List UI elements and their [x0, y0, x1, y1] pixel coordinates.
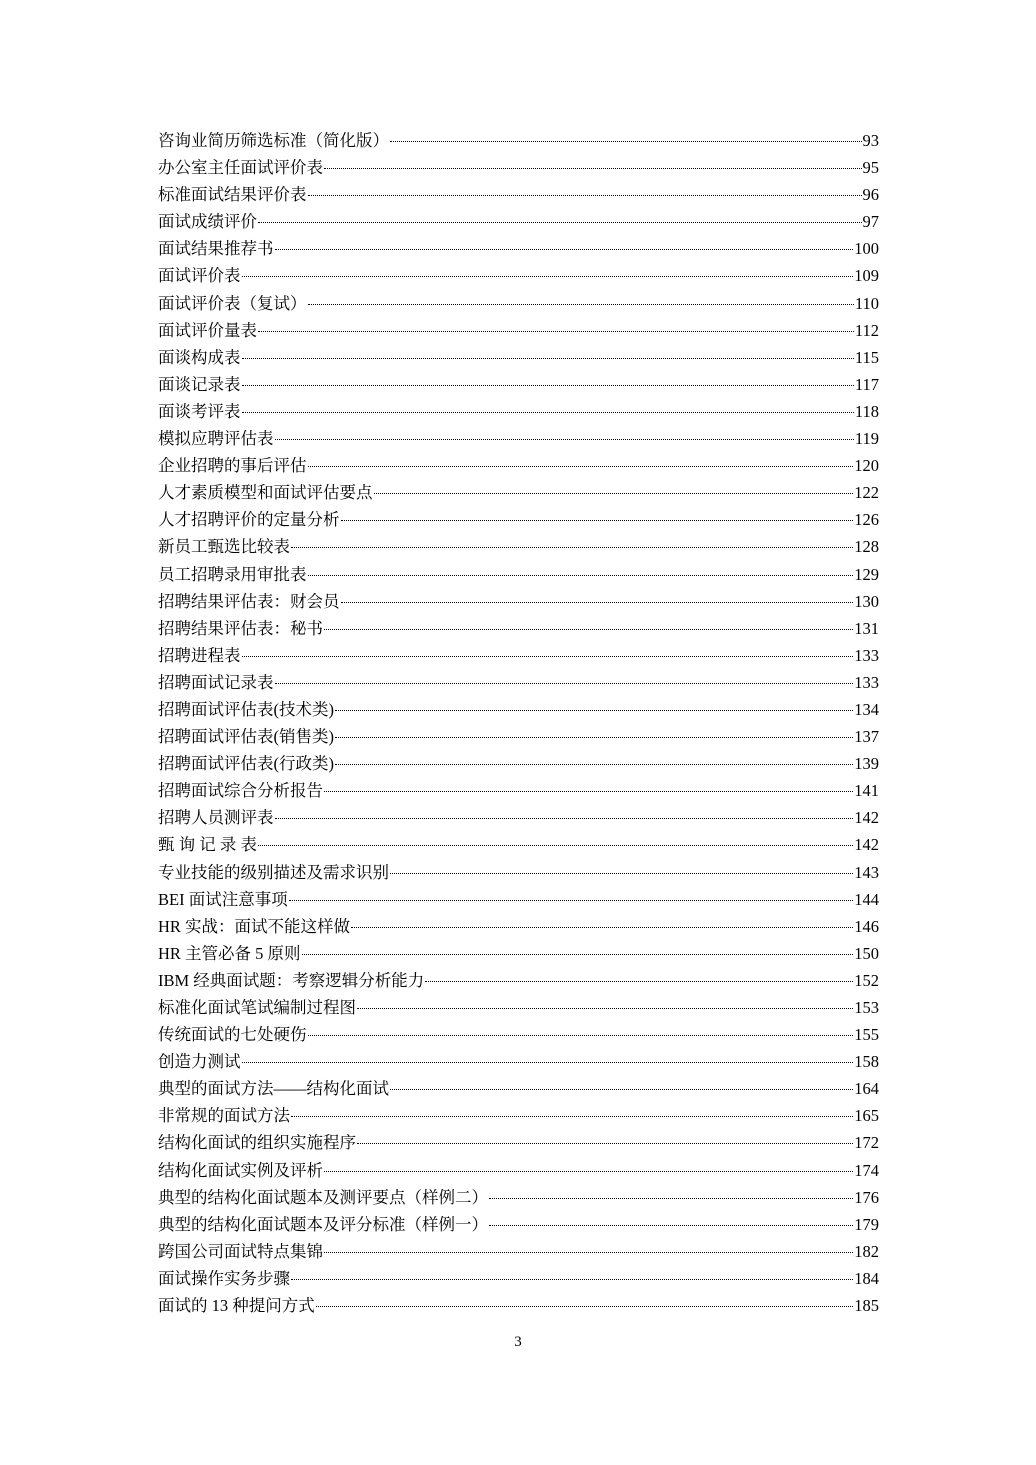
toc-entry[interactable]	[158, 1102, 879, 1129]
toc-entry[interactable]	[158, 669, 879, 696]
toc-entry[interactable]	[158, 1021, 879, 1048]
toc-entry-title: 员工招聘录用审批表	[158, 564, 307, 584]
toc-entry[interactable]	[158, 1265, 879, 1292]
toc-entry-title: 招聘进程表	[158, 645, 241, 665]
dot-leader	[335, 764, 853, 765]
toc-entry-page: 137	[854, 727, 879, 747]
toc-entry-title: 面试成绩评价	[158, 212, 257, 232]
toc-entry-title: 模拟应聘评估表	[158, 429, 274, 449]
page-number: 3	[514, 1334, 522, 1350]
toc-entry[interactable]	[158, 1048, 879, 1075]
toc-entry-title: 面试操作实务步骤	[158, 1268, 290, 1288]
dot-leader	[341, 602, 854, 603]
toc-entry-title: 甄 询 记 录 表	[158, 835, 257, 855]
toc-entry-page: 119	[854, 429, 879, 449]
toc-entry-page: 172	[854, 1133, 879, 1153]
toc-entry-page: 110	[854, 293, 879, 313]
toc-entry-page: 122	[854, 483, 879, 503]
dot-leader	[357, 1143, 853, 1144]
toc-entry[interactable]	[158, 696, 879, 723]
toc-entry[interactable]	[158, 452, 879, 479]
toc-entry-page: 174	[854, 1160, 879, 1180]
toc-entry-page: 142	[854, 835, 879, 855]
toc-entry-page: 134	[854, 699, 879, 719]
toc-entry[interactable]	[158, 1211, 879, 1238]
toc-entry[interactable]	[158, 561, 879, 588]
toc-entry-title: 招聘面试评估表(行政类)	[158, 754, 334, 774]
toc-entry[interactable]	[158, 235, 879, 262]
toc-entry-page: 146	[854, 916, 879, 936]
toc-entry-title: 专业技能的级别描述及需求识别	[158, 862, 389, 882]
toc-entry-title: 招聘面试评估表(销售类)	[158, 727, 334, 747]
toc-entry-page: 153	[854, 998, 879, 1017]
toc-entry-title: 面谈考评表	[158, 401, 241, 421]
dot-leader	[302, 954, 854, 955]
toc-entry[interactable]	[158, 1238, 879, 1265]
toc-entry-title: 非常规的面试方法	[158, 1106, 290, 1126]
dot-leader	[289, 900, 854, 901]
toc-entry[interactable]	[158, 290, 879, 317]
toc-entry-page: 131	[854, 618, 879, 638]
dot-leader	[275, 439, 854, 440]
dot-leader	[291, 547, 853, 548]
toc-entry-page: 112	[854, 320, 879, 340]
toc-entry[interactable]	[158, 425, 879, 452]
dot-leader	[242, 656, 854, 657]
toc-entry-title: 传统面试的七处硬伤	[158, 1025, 307, 1045]
dot-leader	[489, 1198, 853, 1199]
toc-entry[interactable]	[158, 994, 879, 1021]
dot-leader	[258, 845, 853, 846]
toc-entry-title: 面试的 13 种提问方式	[158, 1296, 315, 1316]
toc-entry-title: 办公室主任面试评价表	[158, 158, 323, 178]
toc-entry[interactable]	[158, 479, 879, 506]
toc-entry-title: 标准化面试笔试编制过程图	[158, 998, 356, 1017]
toc-entry[interactable]	[158, 967, 879, 994]
dot-leader	[291, 1279, 853, 1280]
toc-entry-page: 142	[854, 808, 879, 828]
toc-entry-page: 128	[854, 537, 879, 557]
dot-leader	[242, 412, 854, 413]
toc-entry[interactable]	[158, 208, 879, 235]
dot-leader	[242, 276, 854, 277]
dot-leader	[316, 1306, 854, 1307]
toc-entry-page: 141	[854, 781, 879, 801]
dot-leader	[341, 520, 854, 521]
toc-entry-page: 95	[862, 158, 879, 178]
toc-entry[interactable]	[158, 723, 879, 750]
toc-entry[interactable]	[158, 1184, 879, 1211]
toc-entry[interactable]	[158, 1075, 879, 1102]
toc-entry-title: 招聘结果评估表：秘书	[158, 618, 323, 638]
toc-entry[interactable]	[158, 615, 879, 642]
dot-leader	[324, 791, 853, 792]
toc-entry[interactable]	[158, 127, 879, 154]
toc-entry-title: HR 主管必备 5 原则	[158, 943, 301, 963]
dot-leader	[489, 1225, 853, 1226]
toc-entry-title: 招聘人员测评表	[158, 808, 274, 828]
toc-entry[interactable]	[158, 398, 879, 425]
toc-entry-title: 跨国公司面试特点集锦	[158, 1241, 323, 1261]
toc-entry-page: 150	[854, 943, 879, 963]
toc-entry-title: 企业招聘的事后评估	[158, 456, 307, 476]
toc-entry-page: 133	[854, 645, 879, 665]
toc-entry[interactable]	[158, 533, 879, 560]
dot-leader	[390, 873, 853, 874]
toc-entry-page: 139	[854, 754, 879, 774]
dot-leader	[357, 1008, 853, 1009]
toc-entry[interactable]	[158, 588, 879, 615]
toc-entry-title: IBM 经典面试题：考察逻辑分析能力	[158, 970, 425, 990]
toc-entry-page: 93	[862, 131, 879, 150]
toc-entry-title: 面试评价量表	[158, 320, 257, 340]
dot-leader	[308, 466, 854, 467]
toc-entry-title: 面谈记录表	[158, 374, 241, 394]
toc-entry-title: HR 实战：面试不能这样做	[158, 916, 351, 936]
toc-entry-title: 典型的面试方法——结构化面试	[158, 1079, 389, 1099]
toc-entry-title: 面试评价表	[158, 266, 241, 286]
dot-leader	[324, 168, 862, 169]
toc-entry-page: 179	[854, 1214, 879, 1234]
toc-entry[interactable]	[158, 750, 879, 777]
dot-leader	[308, 1035, 854, 1036]
toc-entry[interactable]	[158, 181, 879, 208]
dot-leader	[242, 385, 854, 386]
toc-entry-page: 115	[854, 347, 879, 367]
toc-entry[interactable]	[158, 804, 879, 831]
toc-entry-title: 面谈构成表	[158, 347, 241, 367]
toc-entry-page: 165	[854, 1106, 879, 1126]
toc-entry-page: 158	[854, 1052, 879, 1072]
toc-entry-title: 人才素质模型和面试评估要点	[158, 483, 373, 503]
toc-entry-title: BEI 面试注意事项	[158, 889, 288, 909]
toc-entry[interactable]	[158, 1129, 879, 1156]
dot-leader	[308, 575, 854, 576]
dot-leader	[258, 331, 854, 332]
toc-entry-title: 招聘面试评估表(技术类)	[158, 699, 334, 719]
toc-entry[interactable]	[158, 344, 879, 371]
dot-leader	[291, 1116, 853, 1117]
toc-entry[interactable]	[158, 1292, 879, 1319]
toc-entry-title: 典型的结构化面试题本及测评要点（样例二）	[158, 1187, 488, 1207]
toc-entry-page: 184	[854, 1268, 879, 1288]
toc-entry-page: 120	[854, 456, 879, 476]
toc-entry-title: 招聘面试综合分析报告	[158, 781, 323, 801]
toc-entry[interactable]	[158, 317, 879, 344]
toc-entry[interactable]	[158, 371, 879, 398]
toc-entry[interactable]	[158, 859, 879, 886]
toc-entry[interactable]	[158, 506, 879, 533]
dot-leader	[374, 493, 854, 494]
toc-entry-title: 新员工甄选比较表	[158, 537, 290, 557]
table-of-contents	[158, 127, 879, 1319]
dot-leader	[335, 737, 853, 738]
toc-entry-page: 155	[854, 1025, 879, 1045]
toc-entry-page: 118	[854, 401, 879, 421]
toc-entry-title: 创造力测试	[158, 1052, 241, 1072]
toc-entry-title: 面试评价表（复试）	[158, 293, 307, 313]
toc-entry-title: 典型的结构化面试题本及评分标准（样例一）	[158, 1214, 488, 1234]
toc-entry-title: 招聘结果评估表：财会员	[158, 591, 340, 611]
dot-leader	[275, 818, 854, 819]
toc-entry-page: 185	[854, 1296, 879, 1316]
dot-leader	[324, 629, 853, 630]
toc-entry-page: 97	[862, 212, 879, 232]
dot-leader	[308, 195, 862, 196]
toc-entry-title: 标准面试结果评价表	[158, 185, 307, 205]
toc-entry[interactable]	[158, 831, 879, 858]
toc-entry-title: 人才招聘评价的定量分析	[158, 510, 340, 530]
dot-leader	[308, 304, 854, 305]
dot-leader	[390, 1089, 853, 1090]
toc-entry-page: 117	[854, 374, 879, 394]
dot-leader	[275, 249, 854, 250]
toc-entry-title: 结构化面试的组织实施程序	[158, 1133, 356, 1153]
toc-entry[interactable]	[158, 1157, 879, 1184]
toc-entry-title: 面试结果推荐书	[158, 239, 274, 259]
dot-leader	[324, 1171, 853, 1172]
toc-entry-page: 126	[854, 510, 879, 530]
toc-entry[interactable]	[158, 262, 879, 289]
toc-entry-title: 咨询业简历筛选标准（简化版）	[158, 131, 389, 150]
toc-entry-title: 结构化面试实例及评析	[158, 1160, 323, 1180]
dot-leader	[258, 222, 862, 223]
toc-entry[interactable]	[158, 940, 879, 967]
toc-entry-page: 143	[854, 862, 879, 882]
dot-leader	[425, 981, 853, 982]
toc-entry[interactable]	[158, 154, 879, 181]
dot-leader	[390, 141, 862, 142]
toc-entry[interactable]	[158, 913, 879, 940]
toc-entry-page: 176	[854, 1187, 879, 1207]
toc-entry-page: 129	[854, 564, 879, 584]
dot-leader	[275, 683, 854, 684]
toc-entry-page: 164	[854, 1079, 879, 1099]
toc-entry-page: 152	[854, 970, 879, 990]
toc-entry-page: 109	[854, 266, 879, 286]
toc-entry[interactable]	[158, 777, 879, 804]
toc-entry-page: 130	[854, 591, 879, 611]
toc-entry-page: 100	[854, 239, 879, 259]
dot-leader	[242, 1062, 854, 1063]
toc-entry-title: 招聘面试记录表	[158, 672, 274, 692]
toc-entry-page: 182	[854, 1241, 879, 1261]
toc-entry[interactable]	[158, 886, 879, 913]
toc-entry-page: 133	[854, 672, 879, 692]
dot-leader	[242, 358, 854, 359]
toc-entry[interactable]	[158, 642, 879, 669]
dot-leader	[324, 1252, 853, 1253]
toc-entry-page: 96	[862, 185, 879, 205]
dot-leader	[335, 710, 853, 711]
dot-leader	[351, 927, 853, 928]
toc-entry-page: 144	[854, 889, 879, 909]
